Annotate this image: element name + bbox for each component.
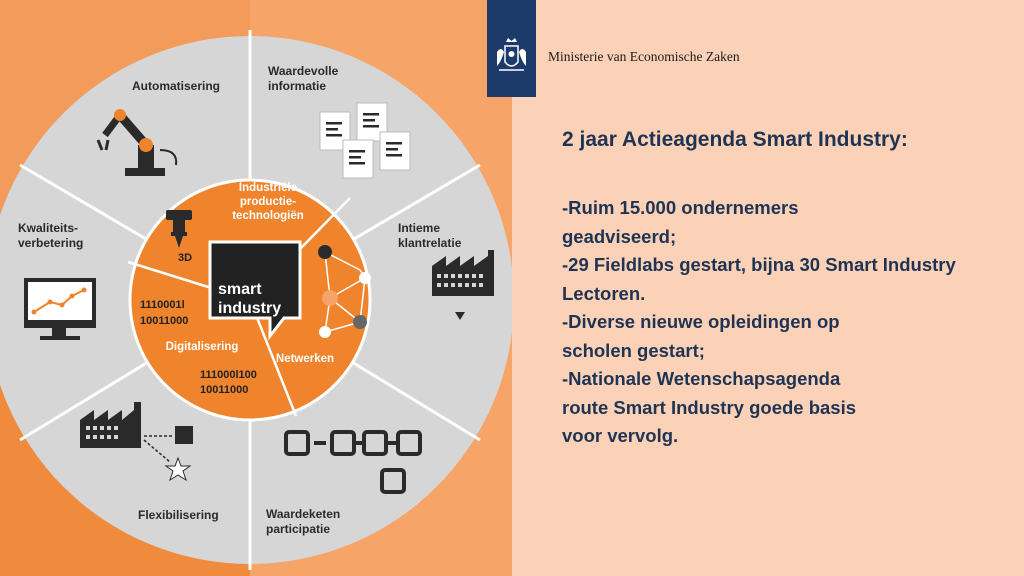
bullet-line: voor vervolg. xyxy=(562,425,679,446)
label-kwaliteit-1: Kwaliteits- xyxy=(18,221,79,235)
center-word-2: industry xyxy=(218,300,282,317)
label-3d: 3D xyxy=(178,252,193,264)
label-automatisering: Automatisering xyxy=(132,79,221,93)
label-productie-1: Industriële xyxy=(238,182,298,194)
label-netwerken: Netwerken xyxy=(275,353,335,365)
label-waardeketen-2: participatie xyxy=(266,522,331,536)
label-intieme-2: klantrelatie xyxy=(398,236,462,250)
binary-top-2: 10011000 xyxy=(140,315,189,327)
label-intieme-1: Intieme xyxy=(398,221,441,235)
bullet-line: -Ruim 15.000 ondernemers xyxy=(562,197,799,218)
bullet-line: -29 Fieldlabs gestart, bijna 30 Smart Industry xyxy=(562,254,956,275)
bullet-line: -Diverse nieuwe opleidingen op xyxy=(562,311,840,332)
label-kwaliteit-2: verbetering xyxy=(18,236,84,250)
bullet-line: -Nationale Wetenschapsagenda xyxy=(562,368,841,389)
bullet-line: geadviseerd; xyxy=(562,225,677,247)
slide-title: 2 jaar Actieagenda Smart Industry: xyxy=(562,128,908,151)
ministry-name: Ministerie van Economische Zaken xyxy=(548,49,740,64)
binary-bottom-1: 111000l100 xyxy=(200,369,257,381)
bullet-line: route Smart Industry goede basis xyxy=(562,396,857,418)
label-waardevolle-2: informatie xyxy=(268,79,327,93)
coat-of-arms-icon xyxy=(487,0,536,97)
label-productie-2: productie- xyxy=(239,196,297,208)
center-word-1: smart xyxy=(218,281,262,298)
label-waardevolle-1: Waardevolle xyxy=(268,64,339,78)
bullet-list xyxy=(562,194,1012,451)
label-productie-3: technologiën xyxy=(232,210,304,222)
label-digitalisering: Digitalisering xyxy=(165,341,239,353)
bullet-line: Lectoren. xyxy=(562,282,646,304)
ministry-logo xyxy=(487,0,536,97)
label-waardeketen-1: Waardeketen xyxy=(266,507,341,521)
bullet-line: scholen gestart; xyxy=(562,339,705,361)
binary-top-1: 1110001l xyxy=(140,299,185,311)
binary-bottom-2: 10011000 xyxy=(200,384,249,396)
label-flexibilisering: Flexibilisering xyxy=(138,508,219,522)
